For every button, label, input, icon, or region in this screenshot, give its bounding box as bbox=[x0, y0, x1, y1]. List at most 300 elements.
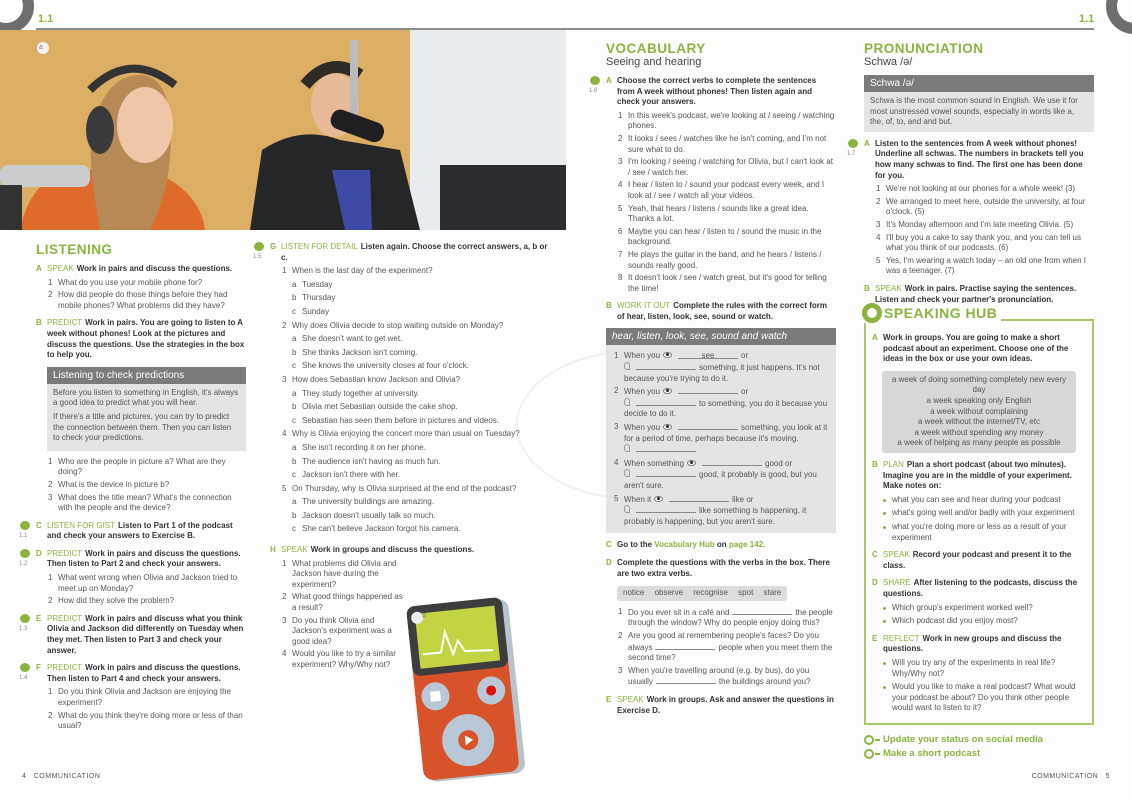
recorder-device-illustration bbox=[405, 595, 530, 785]
eye-icon bbox=[654, 496, 663, 502]
option-text: Tuesday bbox=[302, 279, 333, 289]
rule-text: When something bbox=[624, 458, 685, 468]
exercise-a-sentences bbox=[606, 111, 836, 295]
item-number: 4 bbox=[282, 649, 287, 659]
rule-item bbox=[614, 422, 830, 456]
page-link[interactable]: page 142. bbox=[728, 540, 766, 550]
exercise-g-questions bbox=[270, 266, 550, 535]
question-item bbox=[282, 483, 550, 495]
plan-notes-list bbox=[872, 495, 1086, 543]
answer-option[interactable] bbox=[292, 388, 550, 400]
list-item bbox=[282, 615, 405, 648]
footer-right bbox=[1032, 772, 1110, 783]
ear-icon bbox=[624, 505, 630, 513]
exercise-a-sentences bbox=[864, 184, 1094, 277]
answer-options bbox=[270, 280, 550, 318]
option-letter: a bbox=[292, 334, 297, 344]
answer-options bbox=[270, 497, 550, 535]
answer-blank[interactable] bbox=[702, 458, 762, 466]
option-text: She knows the university closes at four o'clock. bbox=[302, 361, 469, 371]
item-text: What problems did Olivia and Jackson have during the experiment? bbox=[292, 558, 397, 589]
item-text: what you're doing more or less as a result of your experiment bbox=[892, 522, 1067, 542]
rules-box-title: hear, listen, look, see, sound and watch bbox=[606, 328, 836, 345]
idea-item: a week without the internet/TV, etc bbox=[918, 417, 1040, 427]
rule-text: something, it just happens. It's not because you're trying to do it. bbox=[624, 363, 820, 383]
item-text: I hear / listen to / sound your podcast every week, and I look at / see / watch all your videos. bbox=[628, 180, 825, 200]
exercise-e: E SPEAK Work in groups. Ask and answer the questions in Exercise D. bbox=[606, 694, 834, 715]
exercise-h-questions bbox=[270, 559, 405, 671]
strategy-text-1: Before you listen to something in English, it's always a good idea to predict what you will hear. bbox=[53, 387, 239, 408]
outcomes bbox=[864, 733, 1094, 761]
question-text: people when you meet them the second time? bbox=[628, 642, 833, 663]
hub-exercise-c: C SPEAK Record your podcast and present it to the class. bbox=[872, 550, 1072, 570]
item-number: 4 bbox=[614, 457, 619, 467]
outcome-link-1[interactable]: Update your status on social media bbox=[864, 733, 1094, 747]
list-item bbox=[876, 232, 1094, 254]
speaking-hub-title: SPEAKING HUB bbox=[862, 303, 1001, 323]
answer-option[interactable] bbox=[292, 456, 550, 468]
option-letter: c bbox=[292, 361, 296, 371]
item-text: What does the title mean? What's the connection with the people and the device? bbox=[58, 492, 232, 513]
option-letter: b bbox=[292, 293, 297, 303]
listening-column-1 bbox=[19, 242, 246, 734]
list-item bbox=[282, 649, 405, 670]
item-number: 3 bbox=[618, 157, 623, 167]
item-text: It looks / sees / watches like he isn't coming, and I'm not sure what to do. bbox=[628, 133, 827, 154]
item-text: What is the device in picture b? bbox=[58, 479, 170, 489]
item-number: 3 bbox=[282, 374, 287, 384]
rule-item bbox=[614, 493, 830, 528]
audio-icon[interactable] bbox=[20, 549, 30, 558]
answer-option[interactable] bbox=[292, 306, 550, 318]
section-title-listening: LISTENING bbox=[36, 242, 113, 257]
rule-text: or bbox=[741, 351, 749, 361]
item-number: 6 bbox=[618, 226, 623, 236]
option-letter: b bbox=[292, 510, 297, 520]
item-text: I'm looking / seeing / watching for Olivia, but I can't look at / see / watch her. bbox=[628, 157, 833, 177]
schwa-box-title: Schwa /ə/ bbox=[864, 75, 1094, 92]
list-item bbox=[618, 249, 836, 271]
rules-list bbox=[606, 345, 836, 533]
audio-icon[interactable] bbox=[590, 76, 600, 85]
item-text: He plays the guitar in the band, and he hears / listens / sounds really good. bbox=[628, 249, 822, 270]
answer-option[interactable] bbox=[292, 347, 550, 359]
answer-options bbox=[270, 334, 550, 372]
question-text: the buildings around you? bbox=[718, 677, 811, 687]
question bbox=[270, 266, 550, 277]
schwa-box bbox=[864, 75, 1094, 132]
rule-item bbox=[614, 351, 830, 384]
podcast-photo bbox=[0, 30, 567, 230]
item-number: 2 bbox=[282, 592, 287, 602]
item-number: 1 bbox=[618, 110, 623, 120]
question bbox=[270, 484, 550, 495]
item-text: What good things happened as a result? bbox=[292, 592, 403, 613]
audio-icon[interactable] bbox=[20, 663, 30, 672]
exercise-b: B WORK IT OUT Complete the rules with the correct form of hear, listen, look, see, sound or watch. bbox=[606, 301, 827, 321]
item-number: 5 bbox=[614, 493, 619, 503]
item-number: 2 bbox=[618, 133, 623, 143]
exercise-g: 1.5 G LISTEN FOR DETAIL Listen again. Choose the correct answers, a, b or c. bbox=[253, 242, 548, 262]
exercise-a: 1.6 A Choose the correct verbs to complete the sentences from A week without phones! Then listen again and check your answers. bbox=[589, 76, 817, 107]
answer-blank[interactable] bbox=[636, 398, 696, 406]
answer-option[interactable] bbox=[292, 442, 550, 454]
question bbox=[270, 429, 550, 440]
option-letter: c bbox=[292, 415, 296, 425]
option-text: She thinks Jackson isn't coming. bbox=[302, 347, 418, 357]
strategy-box bbox=[47, 367, 246, 451]
item-number: 8 bbox=[618, 273, 623, 283]
list-item bbox=[892, 603, 1086, 614]
footer-label: COMMUNICATION bbox=[1031, 773, 1099, 780]
strategy-text-2: If there's a title and pictures, you can try to predict the connection between them. Then you can listen to check your predictions. bbox=[53, 411, 232, 443]
list-item bbox=[892, 522, 1086, 543]
rule-text: like something is happening, it probably is happening, but you aren't sure. bbox=[624, 506, 807, 526]
option-text: She isn't recording it on her phone. bbox=[302, 442, 426, 452]
exercise-b: B SPEAK Work in pairs. Practise saying the sentences. Listen and check your partner's pronunciation. bbox=[864, 283, 1077, 304]
list-item bbox=[618, 180, 836, 201]
answer-blank[interactable] bbox=[636, 469, 696, 477]
answer-option[interactable] bbox=[292, 510, 550, 522]
option-text: Sebastian has seen them before in pictures and videos. bbox=[302, 415, 500, 425]
audio-icon[interactable] bbox=[20, 521, 30, 530]
list-item bbox=[48, 277, 246, 289]
ideas-box bbox=[882, 371, 1076, 453]
item-number: 2 bbox=[48, 710, 53, 720]
list-item bbox=[618, 226, 836, 248]
idea-item: a week of helping as many people as possible bbox=[897, 438, 1061, 448]
rule-text: When you bbox=[624, 423, 661, 433]
option-text: The university buildings are amazing. bbox=[302, 497, 435, 507]
option-letter: a bbox=[292, 442, 297, 452]
eye-icon bbox=[687, 460, 696, 466]
question-text: When is the last day of the experiment? bbox=[292, 266, 433, 276]
right-page bbox=[566, 0, 1132, 800]
item-number: 3 bbox=[618, 665, 623, 675]
item-number: 1 bbox=[48, 277, 53, 287]
ear-icon bbox=[624, 398, 630, 406]
idea-item: a week without spending any money bbox=[914, 427, 1044, 437]
answer-option[interactable] bbox=[292, 334, 550, 345]
item-text: How did they solve the problem? bbox=[58, 596, 175, 606]
rule-text: to something, you do it because you decide to do it. bbox=[624, 398, 828, 419]
exercise-b-questions bbox=[36, 457, 246, 514]
answer-option[interactable] bbox=[292, 524, 550, 535]
eye-icon bbox=[663, 424, 672, 430]
item-number: 2 bbox=[876, 196, 881, 206]
audio-icon[interactable] bbox=[20, 614, 30, 623]
item-text: Who are the people in picture a? What are they doing? bbox=[58, 456, 226, 477]
answer-blank[interactable]: see bbox=[678, 351, 738, 359]
list-item bbox=[48, 573, 246, 594]
outcome-link-2[interactable]: Make a short podcast bbox=[864, 747, 1094, 761]
footer-left bbox=[22, 772, 100, 783]
eye-icon bbox=[663, 388, 672, 394]
option-letter: a bbox=[292, 388, 297, 398]
rule-text: When you bbox=[624, 351, 661, 361]
answer-options bbox=[270, 443, 550, 481]
section-subtitle: Seeing and hearing bbox=[606, 56, 702, 68]
rule-text: like or bbox=[732, 494, 754, 504]
ear-icon bbox=[624, 444, 630, 452]
option-text: She can't believe Jackson forgot his camera. bbox=[302, 524, 461, 534]
list-item bbox=[282, 558, 405, 591]
list-item bbox=[618, 157, 836, 178]
eye-icon bbox=[663, 352, 672, 358]
item-number: 1 bbox=[876, 184, 881, 194]
device-label: b bbox=[422, 612, 426, 619]
question-text: Why is Olivia enjoying the concert more than usual on Tuesday? bbox=[292, 429, 520, 439]
page-number: 4 bbox=[22, 773, 27, 780]
answer-blank[interactable] bbox=[656, 676, 716, 684]
item-number: 3 bbox=[282, 615, 287, 625]
item-number: 3 bbox=[876, 219, 881, 229]
item-number: 4 bbox=[876, 232, 881, 242]
rule-item bbox=[614, 386, 830, 420]
answer-option[interactable] bbox=[292, 402, 550, 413]
item-number: 1 bbox=[618, 606, 623, 616]
exercise-a: A SPEAK Work in pairs and discuss the questions. bbox=[36, 264, 233, 273]
answer-blank[interactable] bbox=[636, 362, 696, 370]
exercise-c: 1.1 C LISTEN FOR GIST Listen to Part 1 of the podcast and check your answers to Exercise B. bbox=[19, 520, 233, 541]
answer-blank[interactable] bbox=[678, 386, 738, 394]
option-text: Sunday bbox=[302, 306, 330, 316]
option-letter: c bbox=[292, 524, 296, 534]
answer-blank[interactable] bbox=[655, 642, 715, 650]
photo-label: a bbox=[39, 44, 43, 51]
item-text: what you can see and hear during your podcast bbox=[892, 494, 1061, 504]
option-letter: a bbox=[292, 279, 297, 289]
idea-item: a week without complaining bbox=[930, 406, 1028, 416]
question-item bbox=[618, 665, 836, 688]
question-text: Why does Olivia decide to stop waiting outside on Monday? bbox=[292, 320, 504, 330]
list-item bbox=[876, 219, 1094, 231]
option-text: The audience isn't having as much fun. bbox=[302, 456, 441, 466]
list-item bbox=[282, 592, 405, 613]
list-item bbox=[618, 110, 836, 132]
item-number: 7 bbox=[618, 249, 623, 259]
item-text: In this week's podcast, we're looking at / seeing / watching phones. bbox=[628, 110, 835, 131]
list-item bbox=[48, 290, 246, 311]
exercise-d: 1.2 D PREDICT Work in pairs and discuss the questions. Then listen to Part 2 and check your answers. bbox=[19, 548, 241, 569]
answer-blank[interactable] bbox=[732, 607, 792, 615]
list-item bbox=[876, 184, 1094, 195]
option-text: She doesn't want to get wet. bbox=[302, 334, 403, 344]
answer-option[interactable] bbox=[292, 279, 550, 291]
item-number: 4 bbox=[282, 429, 287, 439]
exercise-f-questions bbox=[36, 687, 246, 731]
podcast-hosts-image bbox=[0, 30, 567, 230]
audio-icon[interactable] bbox=[254, 242, 264, 251]
list-item bbox=[618, 133, 836, 155]
rule-text: When you bbox=[624, 387, 661, 397]
item-text: We arranged to meet here, outside the university, at four o'clock. (5) bbox=[886, 196, 1086, 217]
item-number: 3 bbox=[48, 492, 53, 502]
answer-option[interactable] bbox=[292, 497, 550, 508]
hub-exercise-e: E REFLECT Work in new groups and discuss the questions. bbox=[872, 633, 1062, 654]
vocabulary-hub-link[interactable]: Vocabulary Hub bbox=[654, 540, 715, 550]
item-text: It doesn't look / see / watch great, but it's good for telling the time! bbox=[628, 273, 827, 293]
unit-number: 1.1 bbox=[1079, 13, 1095, 25]
section-title-pronunciation: PRONUNCIATION bbox=[864, 41, 984, 56]
answer-blank[interactable] bbox=[669, 494, 729, 502]
hub-exercise-d: D SHARE After listening to the podcasts, discuss the questions. bbox=[872, 578, 1078, 598]
rule-text: good or bbox=[765, 458, 793, 468]
item-text: I'll buy you a cake to say thank you, and you can tell us what you think of our podcasts. (6) bbox=[886, 232, 1081, 253]
unit-number: 1.1 bbox=[38, 13, 54, 25]
vocabulary-column bbox=[589, 41, 836, 719]
list-item bbox=[48, 492, 246, 514]
exercise-f: 1.4 F PREDICT Work in pairs and discuss the questions. Then listen to Part 4 and check your answers. bbox=[19, 663, 241, 683]
option-text: Jackson doesn't usually talk so much. bbox=[302, 510, 436, 520]
item-text: How did people do those things before they had mobile phones? What problems did they have? bbox=[58, 290, 228, 310]
idea-item: a week of doing something completely new every day bbox=[891, 374, 1067, 395]
item-text: What do you use your mobile phone for? bbox=[58, 277, 203, 287]
rule-text: When it bbox=[624, 494, 652, 504]
answer-option[interactable] bbox=[292, 415, 550, 427]
item-text: Which podcast did you enjoy most? bbox=[892, 616, 1018, 626]
item-number: 5 bbox=[282, 483, 287, 493]
item-number: 2 bbox=[282, 320, 287, 330]
rule-text: good, it probably is good, but you aren't sure. bbox=[624, 470, 817, 490]
item-number: 5 bbox=[876, 255, 881, 265]
list-item bbox=[876, 255, 1094, 277]
item-text: We're not looking at our phones for a whole week! (3) bbox=[886, 184, 1076, 194]
option-text: Jackson isn't there with her. bbox=[302, 470, 401, 480]
item-number: 1 bbox=[614, 351, 619, 361]
list-item bbox=[618, 273, 836, 294]
option-text: They study together at university. bbox=[302, 388, 420, 398]
share-questions bbox=[872, 603, 1086, 627]
option-letter: c bbox=[292, 470, 296, 480]
answer-blank[interactable] bbox=[636, 444, 696, 452]
question bbox=[270, 321, 550, 332]
list-item bbox=[876, 196, 1094, 218]
item-number: 1 bbox=[48, 456, 53, 466]
idea-item: a week speaking only English bbox=[926, 396, 1032, 406]
question-item bbox=[282, 320, 550, 332]
item-text: what's going well and/or badly with your experiment bbox=[892, 508, 1075, 518]
item-number: 1 bbox=[48, 573, 53, 583]
hub-exercise-a: A Work in groups. You are going to make a short podcast about an experiment. Choose one of the ideas in the box or use your own ideas. bbox=[872, 333, 1069, 364]
item-text: Yeah, that hears / listens / sounds like a great idea. Thanks a lot. bbox=[628, 203, 809, 224]
word-box: notice observe recognise spot stare bbox=[617, 586, 787, 601]
item-text: Would you like to try a similar experiment? Why/Why not? bbox=[292, 649, 396, 669]
hub-ring-icon bbox=[862, 303, 882, 323]
answer-option[interactable] bbox=[292, 470, 550, 481]
list-item bbox=[892, 658, 1086, 679]
question-text: the people through the window? Why do people enjoy doing this? bbox=[628, 607, 833, 628]
question-text: Are you good at remembering people's faces? Do you always bbox=[628, 630, 819, 652]
list-item bbox=[892, 682, 1086, 714]
answer-blank[interactable] bbox=[678, 422, 738, 430]
question-text: Do you ever sit in a café and bbox=[628, 607, 730, 617]
item-number: 1 bbox=[48, 687, 53, 697]
footer-label: COMMUNICATION bbox=[33, 773, 101, 780]
question-text: How does Sebastian know Jackson and Olivia? bbox=[292, 374, 461, 384]
unit-ring-icon bbox=[1106, 0, 1132, 34]
exercise-c: C Go to the Vocabulary Hub on page 142. bbox=[606, 540, 766, 550]
section-subtitle: Schwa /ə/ bbox=[864, 56, 913, 68]
option-letter: b bbox=[292, 402, 297, 412]
audio-icon[interactable] bbox=[848, 139, 858, 148]
section-title-vocabulary: VOCABULARY bbox=[606, 41, 706, 56]
question-item bbox=[282, 429, 550, 440]
answer-options bbox=[270, 389, 550, 427]
question-text: On Thursday, why is Olivia surprised at the end of the podcast? bbox=[292, 483, 517, 493]
list-item bbox=[48, 456, 246, 478]
answer-blank[interactable] bbox=[636, 505, 696, 513]
list-item bbox=[48, 687, 246, 708]
item-number: 4 bbox=[618, 180, 623, 190]
list-item bbox=[892, 508, 1086, 519]
item-number: 3 bbox=[614, 422, 619, 432]
strategy-box-title: Listening to check predictions bbox=[47, 367, 246, 384]
list-item bbox=[48, 596, 246, 607]
option-letter: a bbox=[292, 497, 297, 507]
item-text: Would you like to make a real podcast? What would your podcast be about? Do you think other people would want to listen to it? bbox=[892, 682, 1076, 713]
answer-option[interactable] bbox=[292, 293, 550, 304]
speaking-hub bbox=[864, 304, 1094, 725]
option-text: Thursday bbox=[302, 293, 336, 303]
question-item bbox=[282, 374, 550, 386]
exercise-b: B PREDICT Work in pairs. You are going to listen to A week without phones! Look at the pictures and discuss the questions. Use the strategies in the box to help you. bbox=[36, 318, 245, 360]
item-text: Which group's experiment worked well? bbox=[892, 602, 1033, 612]
list-item bbox=[892, 616, 1086, 627]
header-rule bbox=[566, 28, 1094, 30]
exercise-a: 1.7 A Listen to the sentences from A week without phones! Underline all schwas. The numbers in brackets tell you how many schwas to find. The first one has been done for you. bbox=[847, 138, 1084, 180]
unit-ring-icon bbox=[0, 0, 34, 34]
exercise-h: H SPEAK Work in groups and discuss the questions. bbox=[270, 545, 475, 555]
item-number: 1 bbox=[282, 266, 287, 276]
option-text: Olivia met Sebastian outside the cake shop. bbox=[302, 402, 458, 412]
exercise-a-questions bbox=[36, 278, 246, 312]
rules-box bbox=[606, 328, 836, 533]
exercise-e: 1.3 E PREDICT Work in pairs and discuss what you think Olivia and Jackson did differently on Tuesday when they met. Then listen to Part 3 and check your answer. bbox=[19, 613, 244, 655]
item-number: 2 bbox=[48, 290, 53, 300]
item-number: 2 bbox=[614, 386, 619, 396]
item-number: 1 bbox=[282, 558, 287, 568]
item-text: What do you think they're doing more or less of than usual? bbox=[58, 710, 243, 731]
exercise-d: D Complete the questions with the verbs in the box. There are two extra verbs. bbox=[606, 557, 830, 578]
ear-icon bbox=[624, 362, 630, 370]
question-item bbox=[618, 630, 836, 664]
answer-option[interactable] bbox=[292, 361, 550, 372]
rule-text: or bbox=[741, 387, 749, 397]
list-item bbox=[892, 495, 1086, 506]
hub-exercise-b: B PLAN Plan a short podcast (about two minutes). Imagine you are in the middle of your experiment. Make notes on: bbox=[872, 460, 1072, 491]
question bbox=[270, 375, 550, 386]
question-item bbox=[618, 606, 836, 629]
page-number: 5 bbox=[1105, 773, 1110, 780]
question-item bbox=[282, 266, 550, 277]
list-item bbox=[618, 203, 836, 225]
item-text: Will you try any of the experiments in real life? Why/Why not? bbox=[892, 657, 1056, 678]
option-letter: c bbox=[292, 306, 296, 316]
item-text: Yes, I'm wearing a watch today – an old one from when I was a teenager. (7) bbox=[886, 255, 1087, 276]
item-text: What went wrong when Olivia and Jackson tried to meet up on Monday? bbox=[58, 573, 238, 593]
item-number: 5 bbox=[618, 203, 623, 213]
item-text: Maybe you can hear / listen to / sound the music in the background. bbox=[628, 226, 822, 247]
item-text: Do you think Olivia and Jackson are enjoying the experiment? bbox=[58, 687, 231, 707]
reflect-questions bbox=[872, 658, 1086, 714]
list-item bbox=[48, 710, 246, 732]
question-text: When you're travelling around (e.g. by bus), do you usually bbox=[628, 665, 810, 687]
item-number: 2 bbox=[48, 596, 53, 606]
item-text: It's Monday afternoon and I'm late meeting Olivia. (5) bbox=[886, 219, 1074, 229]
pronunciation-column bbox=[847, 41, 1094, 761]
item-text: Do you think Olivia and Jackson's experiment was a good idea? bbox=[292, 615, 392, 646]
